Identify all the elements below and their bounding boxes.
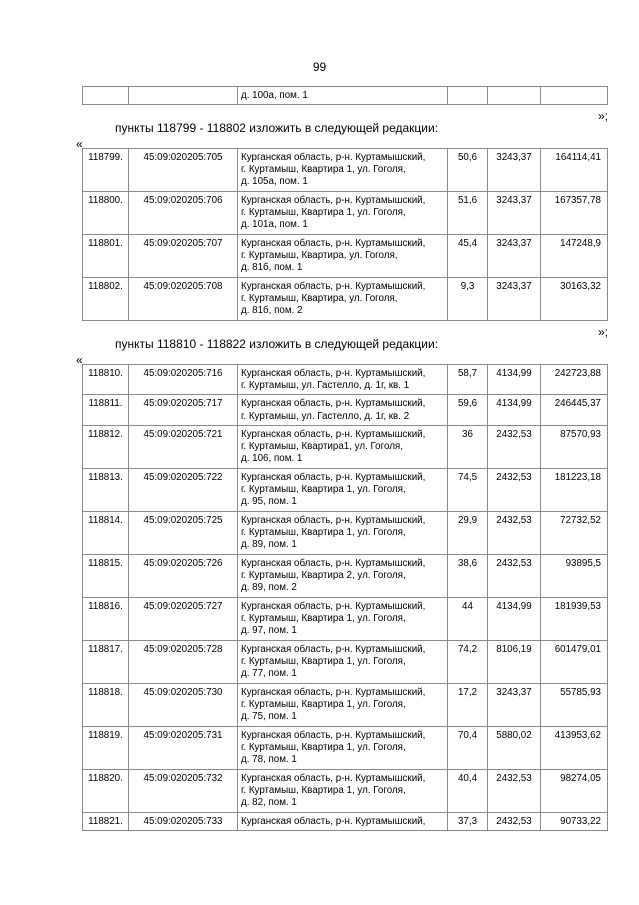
table-row bbox=[83, 365, 608, 395]
address-cell: Курганская область, р-н. Куртамышский, г. Куртамыш, Квартира, ул. Гоголя, д. 81б, пом. 1 bbox=[238, 235, 448, 278]
table-row bbox=[83, 597, 608, 640]
table-row bbox=[83, 87, 608, 105]
rate-cell: 2432,53 bbox=[488, 511, 541, 554]
rate-cell: 3243,37 bbox=[488, 278, 541, 321]
table-row bbox=[83, 812, 608, 830]
cost-cell: 246445,37 bbox=[541, 395, 608, 425]
cost-cell: 93895,5 bbox=[541, 554, 608, 597]
cadastral-number-cell: 45:09:020205:725 bbox=[129, 511, 238, 554]
opening-quote: « bbox=[76, 137, 83, 151]
address-cell: Курганская область, р-н. Куртамышский, г. Куртамыш, Квартира, ул. Гоголя, д. 81б, пом. 2 bbox=[238, 278, 448, 321]
area-cell: 51,6 bbox=[448, 192, 488, 235]
cost-cell bbox=[541, 87, 608, 105]
table-row bbox=[83, 235, 608, 278]
cost-cell: 98274,05 bbox=[541, 769, 608, 812]
cost-cell: 164114,41 bbox=[541, 149, 608, 192]
cost-cell: 242723,88 bbox=[541, 365, 608, 395]
continuation-table bbox=[82, 86, 608, 105]
table-row bbox=[83, 683, 608, 726]
area-cell: 38,6 bbox=[448, 554, 488, 597]
area-cell: 74,5 bbox=[448, 468, 488, 511]
closing-quote: »; bbox=[597, 325, 608, 339]
item-number-cell: 118818. bbox=[83, 683, 129, 726]
cost-cell: 181939,53 bbox=[541, 597, 608, 640]
item-number-cell: 118819. bbox=[83, 726, 129, 769]
area-cell: 9,3 bbox=[448, 278, 488, 321]
rate-cell: 2432,53 bbox=[488, 554, 541, 597]
rate-cell: 3243,37 bbox=[488, 683, 541, 726]
address-cell: Курганская область, р-н. Куртамышский, г. Куртамыш, Квартира 2, ул. Гоголя, д. 89, пом. 2 bbox=[238, 554, 448, 597]
area-cell: 45,4 bbox=[448, 235, 488, 278]
section-table bbox=[82, 148, 608, 321]
address-cell: Курганская область, р-н. Куртамышский, г. Куртамыш, Квартира 1, ул. Гоголя, д. 75, пом. 1 bbox=[238, 683, 448, 726]
rate-cell: 2432,53 bbox=[488, 468, 541, 511]
item-number-cell: 118812. bbox=[83, 425, 129, 468]
table-row bbox=[83, 425, 608, 468]
section-instruction: пункты 118799 - 118802 изложить в следующей редакции: bbox=[115, 121, 439, 135]
closing-quote: »; bbox=[597, 109, 608, 123]
address-cell: Курганская область, р-н. Куртамышский, г. Куртамыш, Квартира 1, ул. Гоголя, д. 89, пом. 1 bbox=[238, 511, 448, 554]
cost-cell: 601479,01 bbox=[541, 640, 608, 683]
cadastral-number-cell: 45:09:020205:717 bbox=[129, 395, 238, 425]
cadastral-number-cell: 45:09:020205:706 bbox=[129, 192, 238, 235]
item-number-cell: 118799. bbox=[83, 149, 129, 192]
rate-cell: 4134,99 bbox=[488, 365, 541, 395]
address-cell: Курганская область, р-н. Куртамышский, г. Куртамыш, ул. Гастелло, д. 1г, кв. 1 bbox=[238, 365, 448, 395]
cadastral-number-cell: 45:09:020205:708 bbox=[129, 278, 238, 321]
cadastral-number-cell: 45:09:020205:707 bbox=[129, 235, 238, 278]
table-row bbox=[83, 554, 608, 597]
table-row bbox=[83, 395, 608, 425]
section-instruction: пункты 118810 - 118822 изложить в следующей редакции: bbox=[115, 337, 439, 351]
table-row bbox=[83, 726, 608, 769]
cadastral-number-cell: 45:09:020205:728 bbox=[129, 640, 238, 683]
area-cell: 17,2 bbox=[448, 683, 488, 726]
address-cell: Курганская область, р-н. Куртамышский, bbox=[238, 812, 448, 830]
address-cell: д. 100а, пом. 1 bbox=[238, 87, 448, 105]
address-cell: Курганская область, р-н. Куртамышский, г. Куртамыш, Квартира 1, ул. Гоголя, д. 77, пом. 1 bbox=[238, 640, 448, 683]
rate-cell: 4134,99 bbox=[488, 597, 541, 640]
cost-cell: 413953,62 bbox=[541, 726, 608, 769]
address-cell: Курганская область, р-н. Куртамышский, г. Куртамыш, ул. Гастелло, д. 1г, кв. 2 bbox=[238, 395, 448, 425]
cost-cell: 87570,93 bbox=[541, 425, 608, 468]
cadastral-number-cell: 45:09:020205:722 bbox=[129, 468, 238, 511]
rate-cell: 2432,53 bbox=[488, 769, 541, 812]
item-number-cell: 118815. bbox=[83, 554, 129, 597]
rate-cell: 4134,99 bbox=[488, 395, 541, 425]
cost-cell: 30163,32 bbox=[541, 278, 608, 321]
area-cell: 50,6 bbox=[448, 149, 488, 192]
cadastral-number-cell: 45:09:020205:731 bbox=[129, 726, 238, 769]
cadastral-number-cell: 45:09:020205:705 bbox=[129, 149, 238, 192]
cost-cell: 90733,22 bbox=[541, 812, 608, 830]
area-cell: 44 bbox=[448, 597, 488, 640]
table-row bbox=[83, 192, 608, 235]
table-row bbox=[83, 769, 608, 812]
page-number: 99 bbox=[312, 60, 327, 74]
item-number-cell: 118821. bbox=[83, 812, 129, 830]
cadastral-number-cell: 45:09:020205:721 bbox=[129, 425, 238, 468]
item-number-cell: 118817. bbox=[83, 640, 129, 683]
area-cell: 29,9 bbox=[448, 511, 488, 554]
cadastral-number-cell bbox=[129, 87, 238, 105]
rate-cell: 3243,37 bbox=[488, 192, 541, 235]
table-row bbox=[83, 468, 608, 511]
cost-cell: 181223,18 bbox=[541, 468, 608, 511]
item-number-cell: 118820. bbox=[83, 769, 129, 812]
item-number-cell: 118814. bbox=[83, 511, 129, 554]
cadastral-number-cell: 45:09:020205:726 bbox=[129, 554, 238, 597]
cadastral-number-cell: 45:09:020205:730 bbox=[129, 683, 238, 726]
rate-cell: 8106,19 bbox=[488, 640, 541, 683]
area-cell bbox=[448, 87, 488, 105]
table-row bbox=[83, 278, 608, 321]
rate-cell: 3243,37 bbox=[488, 235, 541, 278]
cost-cell: 167357,78 bbox=[541, 192, 608, 235]
cadastral-number-cell: 45:09:020205:733 bbox=[129, 812, 238, 830]
area-cell: 59,6 bbox=[448, 395, 488, 425]
area-cell: 36 bbox=[448, 425, 488, 468]
cost-cell: 147248,9 bbox=[541, 235, 608, 278]
address-cell: Курганская область, р-н. Куртамышский, г. Куртамыш, Квартира 1, ул. Гоголя, д. 105а, пом. 1 bbox=[238, 149, 448, 192]
opening-quote: « bbox=[76, 353, 83, 367]
cost-cell: 72732,52 bbox=[541, 511, 608, 554]
rate-cell bbox=[488, 87, 541, 105]
table-row bbox=[83, 511, 608, 554]
item-number-cell: 118811. bbox=[83, 395, 129, 425]
address-cell: Курганская область, р-н. Куртамышский, г. Куртамыш, Квартира 1, ул. Гоголя, д. 78, пом. 1 bbox=[238, 726, 448, 769]
area-cell: 74,2 bbox=[448, 640, 488, 683]
item-number-cell: 118801. bbox=[83, 235, 129, 278]
address-cell: Курганская область, р-н. Куртамышский, г. Куртамыш, Квартира 1, ул. Гоголя, д. 101а, пом. 1 bbox=[238, 192, 448, 235]
item-number-cell: 118802. bbox=[83, 278, 129, 321]
address-cell: Курганская область, р-н. Куртамышский, г. Куртамыш, Квартира 1, ул. Гоголя, д. 95, пом. 1 bbox=[238, 468, 448, 511]
item-number-cell: 118810. bbox=[83, 365, 129, 395]
table-row bbox=[83, 149, 608, 192]
address-cell: Курганская область, р-н. Куртамышский, г. Куртамыш, Квартира 1, ул. Гоголя, д. 97, пом. 1 bbox=[238, 597, 448, 640]
address-cell: Курганская область, р-н. Куртамышский, г. Куртамыш, Квартира1, ул. Гоголя, д. 106, пом. 1 bbox=[238, 425, 448, 468]
address-cell: Курганская область, р-н. Куртамышский, г. Куртамыш, Квартира 1, ул. Гоголя, д. 82, пом. 1 bbox=[238, 769, 448, 812]
rate-cell: 5880,02 bbox=[488, 726, 541, 769]
item-number-cell: 118800. bbox=[83, 192, 129, 235]
area-cell: 70,4 bbox=[448, 726, 488, 769]
area-cell: 40,4 bbox=[448, 769, 488, 812]
table-row bbox=[83, 640, 608, 683]
cadastral-number-cell: 45:09:020205:727 bbox=[129, 597, 238, 640]
item-number-cell: 118813. bbox=[83, 468, 129, 511]
area-cell: 58,7 bbox=[448, 365, 488, 395]
item-number-cell: 118816. bbox=[83, 597, 129, 640]
item-number-cell bbox=[83, 87, 129, 105]
cadastral-number-cell: 45:09:020205:732 bbox=[129, 769, 238, 812]
rate-cell: 3243,37 bbox=[488, 149, 541, 192]
section-table bbox=[82, 364, 608, 831]
rate-cell: 2432,53 bbox=[488, 425, 541, 468]
rate-cell: 2432,53 bbox=[488, 812, 541, 830]
cadastral-number-cell: 45:09:020205:716 bbox=[129, 365, 238, 395]
cost-cell: 55785,93 bbox=[541, 683, 608, 726]
area-cell: 37,3 bbox=[448, 812, 488, 830]
